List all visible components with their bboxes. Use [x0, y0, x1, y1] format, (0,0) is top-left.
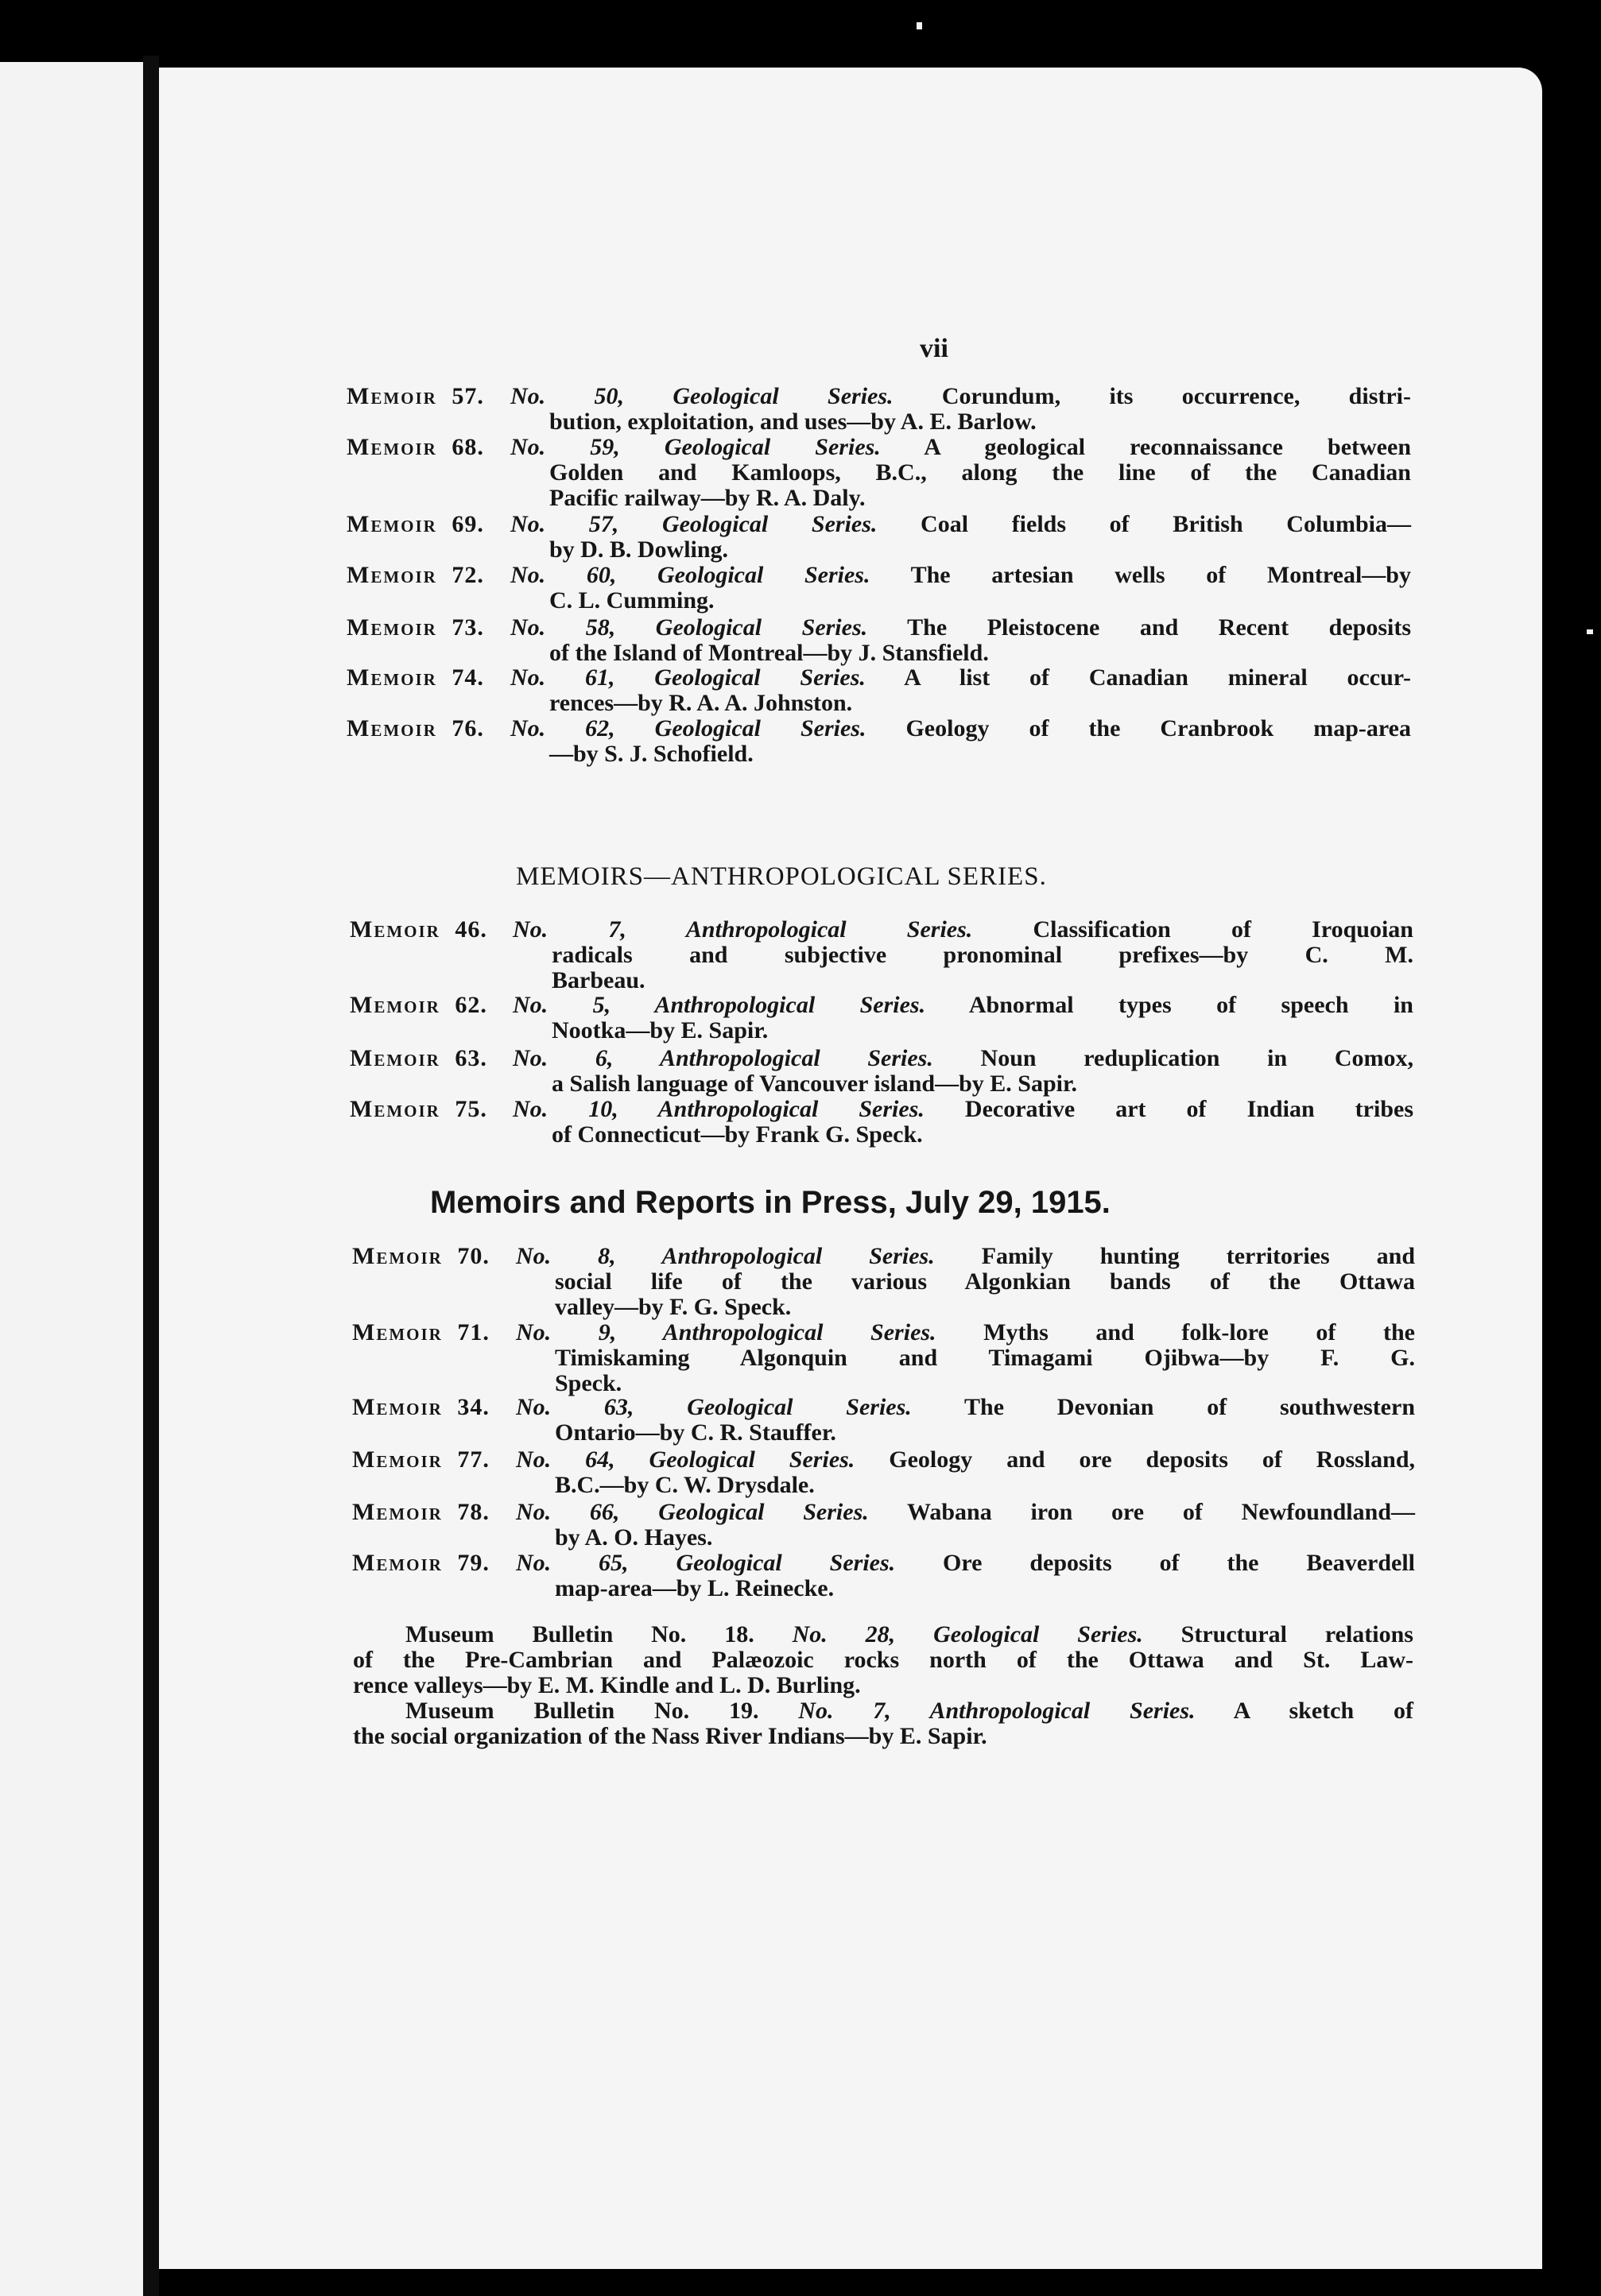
- memoir-description: [516, 1244, 1415, 1320]
- memoir-label: [352, 1244, 511, 1269]
- description-line: [516, 1447, 1415, 1473]
- description-line: Ontario—by C. R. Stauffer.: [555, 1419, 836, 1446]
- series-designation: No. 59, Geological Series.: [510, 434, 881, 460]
- memoir-label: [347, 563, 506, 588]
- memoir-label-word: Memoir: [347, 434, 437, 460]
- description-text: A geological reconnaissance between: [880, 434, 1412, 460]
- series-designation: No. 6, Anthropological Series.: [513, 1045, 933, 1071]
- series-designation: No. 66, Geological Series.: [516, 1499, 869, 1525]
- memoir-label-word: Memoir: [347, 383, 437, 409]
- description-line: of Connecticut—by Frank G. Speck.: [552, 1121, 923, 1148]
- description-text: Noun reduplication in Comox,: [932, 1045, 1413, 1071]
- description-line: [510, 665, 1411, 691]
- memoir-label-number: 76.: [444, 715, 484, 741]
- series-designation: No. 64, Geological Series.: [516, 1446, 855, 1473]
- memoir-label-word: Memoir: [352, 1319, 443, 1345]
- memoir-label-word: Memoir: [352, 1446, 443, 1473]
- memoir-label-word: Memoir: [347, 715, 437, 741]
- description-line: Pacific railway—by R. A. Daly.: [549, 485, 866, 511]
- anthropological-series-heading: MEMOIRS—ANTHROPOLOGICAL SERIES.: [516, 862, 1047, 891]
- bulletin-line: [353, 1698, 1413, 1724]
- description-line: [510, 435, 1411, 460]
- series-designation: No. 58, Geological Series.: [510, 614, 868, 641]
- description-line: valley—by F. G. Speck.: [555, 1294, 792, 1320]
- memoir-description: [510, 563, 1411, 614]
- description-text: Family hunting territories and: [934, 1243, 1416, 1269]
- memoir-description: [510, 615, 1411, 666]
- series-designation: No. 7, Anthropological Series.: [513, 916, 973, 943]
- description-line: bution, exploitation, and uses—by A. E. Barlow.: [549, 408, 1037, 435]
- description-line: a Salish language of Vancouver island—by E. Sapir.: [552, 1071, 1078, 1097]
- series-designation: No. 10, Anthropological Series.: [513, 1096, 925, 1122]
- description-text: The artesian wells of Montreal—by: [870, 562, 1411, 588]
- description-line: of the Island of Montreal—by J. Stansfield.: [549, 640, 989, 666]
- memoir-label: [350, 917, 509, 943]
- memoir-description: [513, 993, 1413, 1043]
- memoir-label: [352, 1447, 511, 1473]
- memoir-label: [352, 1320, 511, 1345]
- description-line: [516, 1320, 1415, 1345]
- memoir-label-number: 34.: [450, 1394, 490, 1420]
- memoir-description: [516, 1447, 1415, 1498]
- memoir-description: [510, 665, 1411, 716]
- memoir-description: [513, 1097, 1413, 1148]
- memoir-label: [347, 665, 506, 691]
- memoir-label-word: Memoir: [350, 916, 440, 943]
- description-line: [513, 917, 1413, 943]
- memoir-label-word: Memoir: [350, 992, 440, 1018]
- series-designation: No. 5, Anthropological Series.: [513, 992, 926, 1018]
- memoir-label-number: 62.: [448, 992, 487, 1018]
- museum-bulletin-paragraph: [353, 1622, 1413, 1698]
- bulletin-line: [353, 1622, 1413, 1647]
- description-line: [513, 1097, 1413, 1122]
- description-line: [516, 1500, 1415, 1525]
- memoir-description: [510, 512, 1411, 563]
- memoir-label-number: 79.: [450, 1550, 490, 1576]
- document-page: [159, 68, 1542, 2269]
- description-line: C. L. Cumming.: [549, 587, 715, 614]
- memoir-label-word: Memoir: [347, 664, 437, 691]
- description-line: [510, 563, 1411, 588]
- bulletin-line: rence valleys—by E. M. Kindle and L. D. Burling.: [353, 1672, 861, 1698]
- memoir-label: [347, 615, 506, 641]
- memoir-label: [347, 512, 506, 537]
- bulletin-number: Museum Bulletin No. 19.: [405, 1698, 799, 1724]
- memoir-label: [350, 1097, 509, 1122]
- memoir-description: [513, 917, 1413, 993]
- series-designation: No. 28, Geological Series.: [792, 1621, 1143, 1647]
- memoir-label-number: 78.: [450, 1499, 490, 1525]
- description-text: Corundum, its occurrence, distri-: [893, 383, 1412, 409]
- description-line: social life of the various Algonkian bands of the Ottawa: [555, 1268, 1415, 1295]
- memoir-label-number: 68.: [444, 434, 484, 460]
- description-line: —by S. J. Schofield.: [549, 741, 754, 767]
- memoir-label-word: Memoir: [352, 1499, 443, 1525]
- memoir-label: [352, 1551, 511, 1576]
- description-text: The Devonian of southwestern: [911, 1394, 1415, 1420]
- memoir-label-word: Memoir: [347, 511, 437, 537]
- memoir-description: [510, 384, 1411, 435]
- bulletin-line: the social organization of the Nass River Indians—by E. Sapir.: [353, 1723, 987, 1749]
- memoir-label-number: 77.: [450, 1446, 490, 1473]
- description-text: A list of Canadian mineral occur-: [865, 664, 1411, 691]
- description-line: [513, 993, 1413, 1018]
- description-line: [513, 1046, 1413, 1071]
- description-line: Barbeau.: [552, 967, 645, 993]
- memoir-description: [513, 1046, 1413, 1097]
- facing-page-edge: [0, 62, 143, 2296]
- description-text: Geology of the Cranbrook map-area: [866, 715, 1411, 741]
- memoir-label: [347, 435, 506, 460]
- description-line: rences—by R. A. A. Johnston.: [549, 690, 853, 716]
- memoir-label-word: Memoir: [352, 1243, 443, 1269]
- memoir-label-number: 73.: [444, 614, 484, 641]
- memoir-label: [350, 1046, 509, 1071]
- description-text: Ore deposits of the Beaverdell: [895, 1550, 1416, 1576]
- memoir-description: [510, 716, 1411, 767]
- in-press-heading: Memoirs and Reports in Press, July 29, 1915.: [430, 1185, 1111, 1220]
- description-line: map-area—by L. Reinecke.: [555, 1575, 835, 1601]
- series-designation: No. 8, Anthropological Series.: [516, 1243, 935, 1269]
- description-line: by D. B. Dowling.: [549, 536, 729, 563]
- bulletin-number: Museum Bulletin No. 18.: [405, 1621, 793, 1647]
- description-line: B.C.—by C. W. Drysdale.: [555, 1472, 815, 1498]
- description-line: Timiskaming Algonquin and Timagami Ojibwa—by F. G.: [555, 1345, 1415, 1371]
- description-line: by A. O. Hayes.: [555, 1524, 713, 1551]
- memoir-label: [352, 1500, 511, 1525]
- description-line: [516, 1551, 1415, 1576]
- description-text: Coal fields of British Columbia—: [877, 511, 1411, 537]
- memoir-description: [516, 1551, 1415, 1601]
- series-designation: No. 57, Geological Series.: [510, 511, 878, 537]
- description-text: Wabana iron ore of Newfoundland—: [868, 1499, 1416, 1525]
- museum-bulletin-paragraph: [353, 1698, 1413, 1749]
- scan-speck: [1587, 629, 1593, 634]
- description-line: [510, 512, 1411, 537]
- memoir-label-number: 74.: [444, 664, 484, 691]
- memoir-label-word: Memoir: [350, 1045, 440, 1071]
- memoir-label-word: Memoir: [350, 1096, 440, 1122]
- description-line: Speck.: [555, 1370, 622, 1396]
- description-line: Golden and Kamloops, B.C., along the line of the Canadian: [549, 459, 1411, 486]
- description-line: [516, 1244, 1415, 1269]
- series-designation: No. 65, Geological Series.: [516, 1550, 896, 1576]
- series-designation: No. 50, Geological Series.: [510, 383, 894, 409]
- book-spine-shadow: [143, 56, 159, 2296]
- series-designation: No. 61, Geological Series.: [510, 664, 866, 691]
- description-line: [510, 615, 1411, 641]
- description-line: [510, 384, 1411, 409]
- memoir-label-word: Memoir: [352, 1550, 443, 1576]
- memoir-label-number: 70.: [450, 1243, 490, 1269]
- memoir-description: [516, 1320, 1415, 1396]
- scan-speck: [917, 22, 922, 29]
- memoir-label: [350, 993, 509, 1018]
- memoir-label: [347, 716, 506, 741]
- description-line: [510, 716, 1411, 741]
- memoir-label-word: Memoir: [347, 562, 437, 588]
- memoir-label-number: 71.: [450, 1319, 490, 1345]
- series-designation: No. 62, Geological Series.: [510, 715, 866, 741]
- description-text: Decorative art of Indian tribes: [924, 1096, 1413, 1122]
- memoir-description: [510, 435, 1411, 511]
- series-designation: No. 9, Anthropological Series.: [516, 1319, 936, 1345]
- description-text: Abnormal types of speech in: [925, 992, 1413, 1018]
- description-text: Geology and ore deposits of Rossland,: [855, 1446, 1416, 1473]
- memoir-description: [516, 1395, 1415, 1446]
- description-line: [516, 1395, 1415, 1420]
- page-number: vii: [920, 334, 948, 363]
- memoir-label-number: 46.: [448, 916, 487, 943]
- series-designation: No. 63, Geological Series.: [516, 1394, 912, 1420]
- memoir-label: [352, 1395, 511, 1420]
- bulletin-text: A sketch of: [1195, 1698, 1413, 1724]
- memoir-label-number: 57.: [444, 383, 484, 409]
- memoir-label: [347, 384, 506, 409]
- memoir-label-number: 75.: [448, 1096, 487, 1122]
- memoir-label-number: 72.: [444, 562, 484, 588]
- bulletin-line: of the Pre-Cambrian and Palæozoic rocks north of the Ottawa and St. Law-: [353, 1647, 1413, 1673]
- memoir-label-number: 69.: [444, 511, 484, 537]
- memoir-description: [516, 1500, 1415, 1551]
- memoir-label-word: Memoir: [352, 1394, 443, 1420]
- description-line: radicals and subjective pronominal prefixes—by C. M.: [552, 942, 1413, 968]
- series-designation: No. 60, Geological Series.: [510, 562, 870, 588]
- description-text: Myths and folk-lore of the: [936, 1319, 1415, 1345]
- bulletin-text: Structural relations: [1142, 1621, 1413, 1647]
- series-designation: No. 7, Anthropological Series.: [798, 1698, 1196, 1724]
- memoir-label-word: Memoir: [347, 614, 437, 641]
- memoir-label-number: 63.: [448, 1045, 487, 1071]
- description-text: The Pleistocene and Recent deposits: [867, 614, 1412, 641]
- description-line: Nootka—by E. Sapir.: [552, 1017, 769, 1043]
- description-text: Classification of Iroquoian: [972, 916, 1413, 943]
